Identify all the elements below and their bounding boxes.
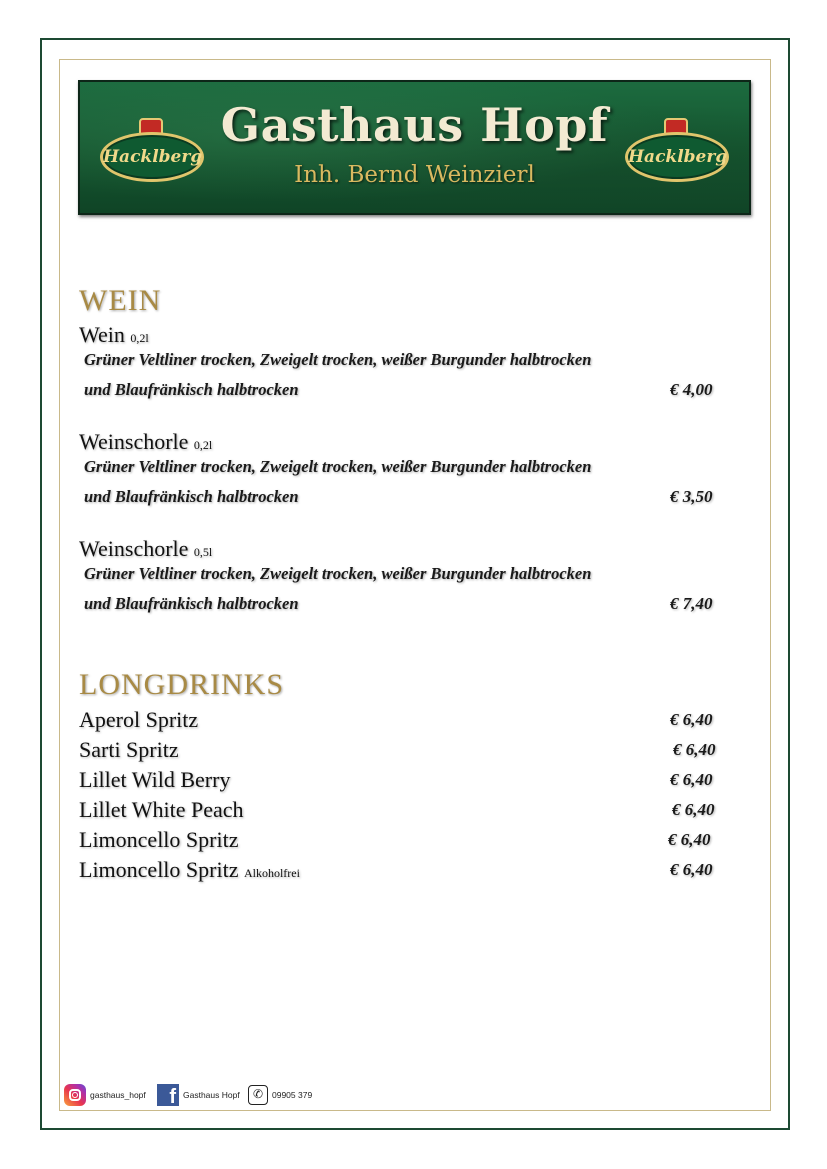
phone-contact[interactable] <box>248 1083 312 1107</box>
facebook-name: Gasthaus Hopf <box>183 1090 240 1100</box>
item-size: 0,5l <box>193 545 213 559</box>
owner-line: Inh. Bernd Weinzierl <box>294 162 535 188</box>
longdrink-price: € 6,40 <box>672 800 715 819</box>
wine-item-desc: und Blaufränkisch halbtrocken <box>84 594 299 613</box>
longdrink-name: Sarti Spritz <box>79 737 179 762</box>
longdrink-price: € 6,40 <box>670 710 713 729</box>
section-title-wein: WEIN <box>79 284 162 317</box>
wine-item-desc: Grüner Veltliner trocken, Zweigelt trocken, weißer Burgunder halbtrocken <box>84 350 592 369</box>
longdrink-price: € 6,40 <box>670 770 713 789</box>
longdrink-name: Aperol Spritz <box>79 707 199 732</box>
item-size: 0,2l <box>130 331 149 345</box>
longdrink-name: Limoncello Spritz Alkoholfrei <box>79 857 300 882</box>
longdrink-name: Limoncello Spritz <box>79 827 239 852</box>
restaurant-name: Gasthaus Hopf <box>220 98 609 152</box>
longdrink-name: Lillet White Peach <box>79 797 244 822</box>
inner-frame <box>59 59 771 1111</box>
wine-item-name: Wein 0,2l <box>79 322 149 347</box>
phone-icon: ✆ <box>248 1085 268 1105</box>
instagram-handle: gasthaus_hopf <box>90 1090 146 1100</box>
wine-item-name: Weinschorle 0,5l <box>79 536 213 561</box>
longdrink-price: € 6,40 <box>668 830 711 849</box>
item-size: 0,2l <box>193 438 213 452</box>
header-banner <box>78 80 751 215</box>
longdrink-price: € 6,40 <box>673 740 716 759</box>
wine-item-desc: Grüner Veltliner trocken, Zweigelt trocken, weißer Burgunder halbtrocken <box>84 457 592 476</box>
instagram-icon <box>64 1084 86 1106</box>
longdrink-price: € 6,40 <box>670 860 713 879</box>
wine-item-desc: Grüner Veltliner trocken, Zweigelt trocken, weißer Burgunder halbtrocken <box>84 564 592 583</box>
section-title-longdrinks: LONGDRINKS <box>79 668 284 701</box>
logo-oval <box>625 132 729 182</box>
wine-item-desc: und Blaufränkisch halbtrocken <box>84 487 299 506</box>
facebook-contact[interactable] <box>157 1083 240 1107</box>
phone-number: 09905 379 <box>272 1090 313 1100</box>
logo-text: Hacklberg <box>628 147 728 167</box>
wine-item-desc: und Blaufränkisch halbtrocken <box>84 380 299 399</box>
facebook-icon: f <box>157 1084 179 1106</box>
hacklberg-logo-right <box>625 118 729 188</box>
longdrink-name: Lillet Wild Berry <box>79 767 231 792</box>
instagram-contact[interactable] <box>64 1083 146 1107</box>
wine-item-name: Weinschorle 0,2l <box>79 429 213 454</box>
alcohol-free-note: Alkoholfrei <box>243 866 300 880</box>
wine-item-price: € 3,50 <box>670 487 713 506</box>
wine-item-price: € 4,00 <box>670 380 713 399</box>
wine-item-price: € 7,40 <box>670 594 713 613</box>
logo-text: Hacklberg <box>103 147 203 167</box>
